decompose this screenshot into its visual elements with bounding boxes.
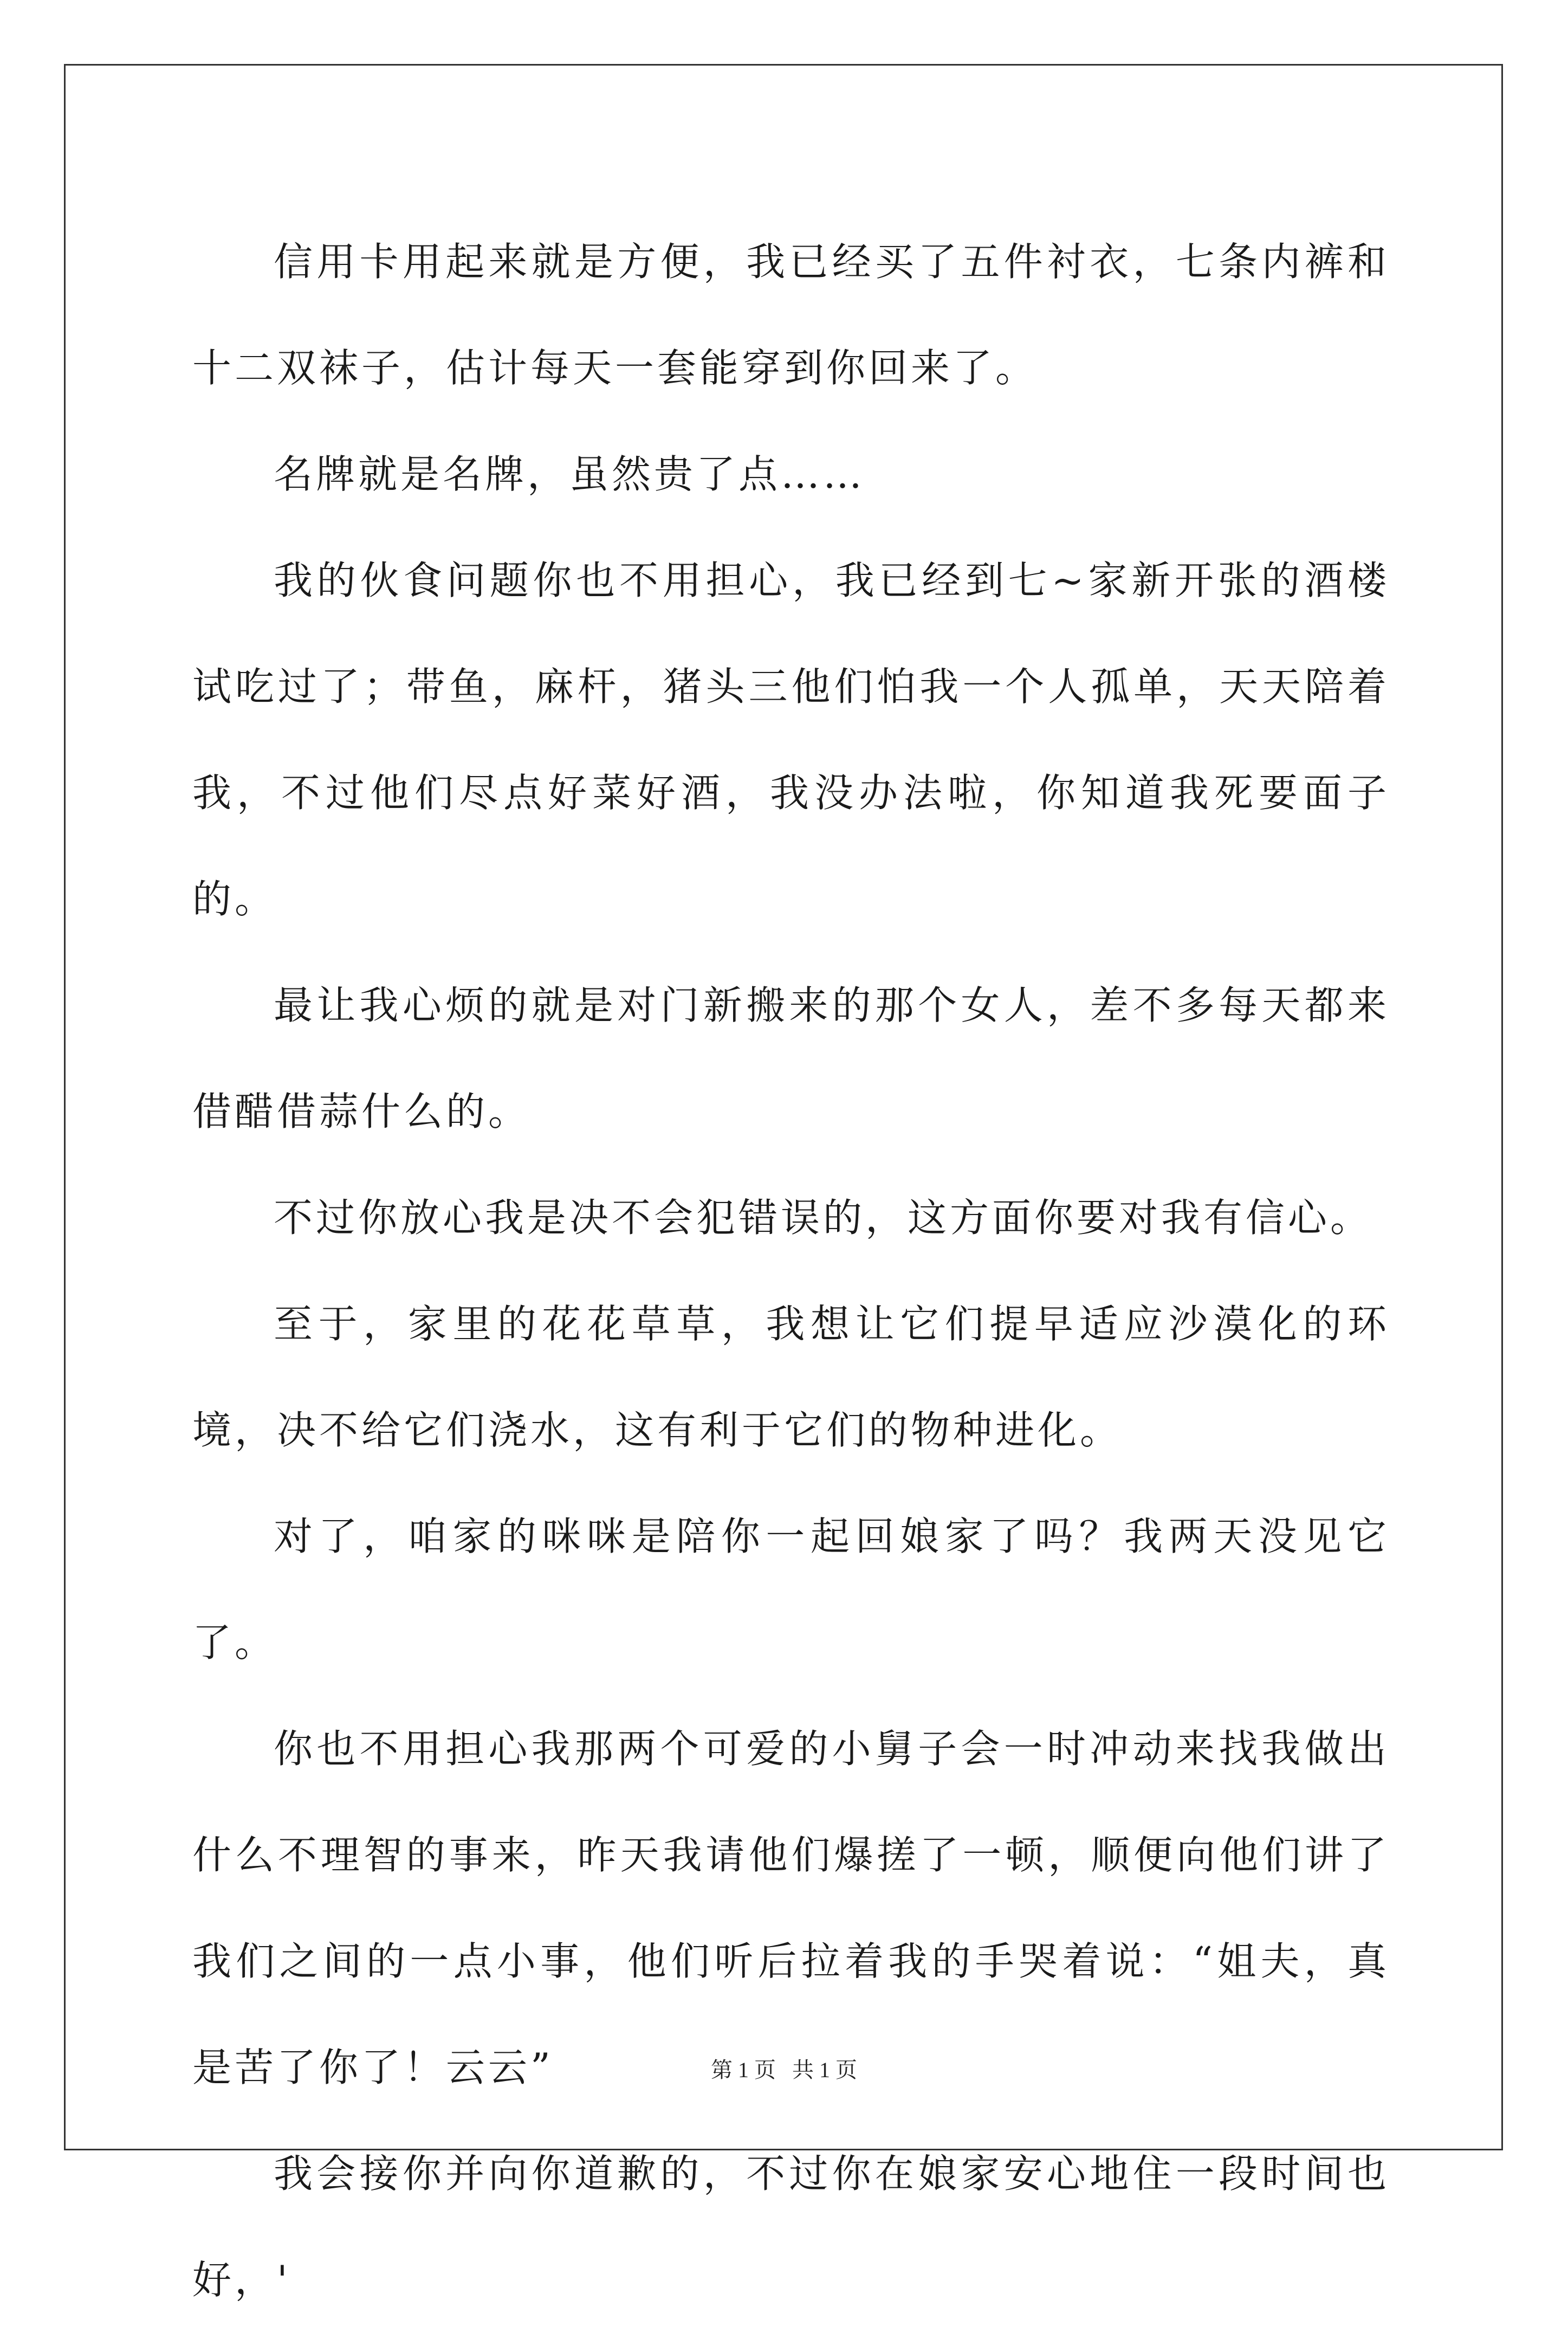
paragraph-1: 信用卡用起来就是方便，我已经买了五件衬衣，七条内裤和十二双袜子，估计每天一套能穿到你回来了。	[192, 239, 1390, 391]
paragraph-4: 最让我心烦的就是对门新搬来的那个女人，差不多每天都来借醋借蒜什么的。	[192, 983, 1390, 1134]
paragraph-6: 至于，家里的花花草草，我想让它们提早适应沙漠化的环境，决不给它们浇水，这有利于它们的物种进化。	[192, 1301, 1390, 1453]
paragraph-3: 我的伙食问题你也不用担心，我已经到七~家新开张的酒楼试吃过了；带鱼，麻杆，猪头三他们怕我一个人孤单，天天陪着我，不过他们尽点好菜好酒，我没办法啦，你知道我死要面子的。	[192, 558, 1390, 922]
page-footer	[0, 2054, 1568, 2086]
paragraph-2: 名牌就是名牌，虽然贵了点……	[274, 451, 866, 497]
page-number-label: 第 1 页 共 1 页	[711, 2058, 857, 2082]
paragraph-7: 对了，咱家的咪咪是陪你一起回娘家了吗？我两天没见它了。	[192, 1514, 1390, 1665]
paragraph-9: 我会接你并向你道歉的，不过你在娘家安心地住一段时间也好，'	[192, 2151, 1390, 2303]
paragraph-8: 你也不用担心我那两个可爱的小舅子会一时冲动来找我做出什么不理智的事来，昨天我请他们爆搓了一顿，顺便向他们讲了我们之间的一点小事，他们听后拉着我的手哭着说：“姐夫，真是苦了你了！云云”	[192, 1726, 1390, 2090]
document-body	[192, 209, 1390, 2333]
paragraph-5: 不过你放心我是决不会犯错误的，这方面你要对我有信心。	[274, 1195, 1373, 1240]
